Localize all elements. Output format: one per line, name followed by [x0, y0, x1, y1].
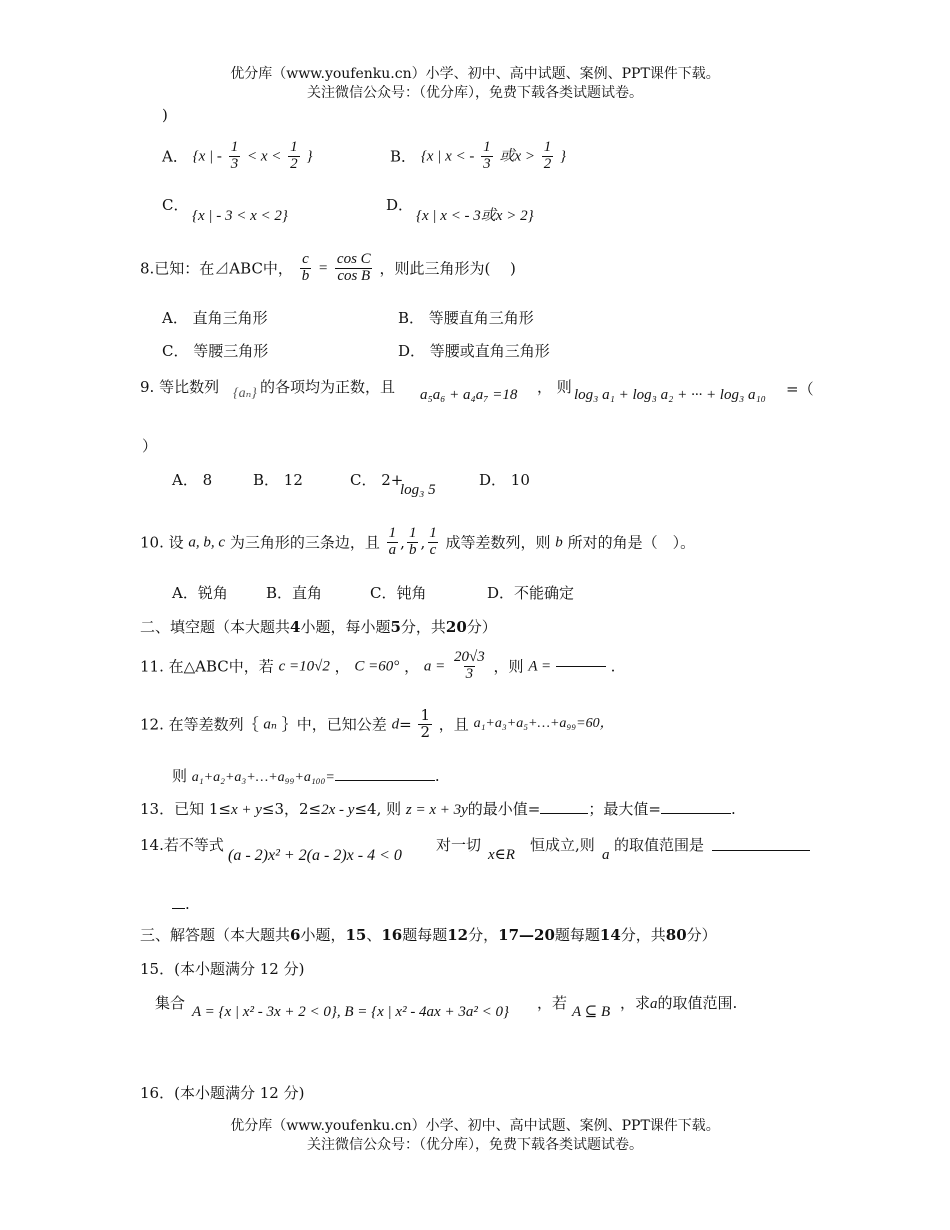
q15-stem-pre: 集合	[155, 994, 186, 1012]
q9-expression: log₃ a₁ + log₃ a₂ + ··· + log₃ a₁₀	[574, 387, 766, 403]
q14-answer-blank[interactable]	[712, 850, 810, 851]
q10-frac-3-num: 1	[429, 525, 437, 541]
section-3-mid5: 题每题	[554, 926, 600, 944]
q7-option-a-math-pre: {x | -	[192, 148, 222, 165]
q10-frac-3	[427, 526, 439, 559]
q11-stem-pre: 11. 在△ABC中，若	[140, 657, 274, 676]
q9-option-d: D． 10	[479, 471, 530, 489]
q11-sep-1: ，	[334, 657, 350, 676]
section-2-mid1: 小题，每小题	[300, 618, 391, 636]
q7-option-b-frac-1-den: 3	[483, 155, 491, 172]
section-3-n1: 6	[290, 926, 301, 944]
q10-option-b: B．直角	[266, 584, 323, 602]
header-line-2: 关注微信公众号：（优分库），免费下载各类试题试卷。	[307, 85, 643, 101]
q13-max-blank[interactable]	[661, 813, 731, 814]
section-3-heading	[140, 926, 717, 944]
section-3-mid1: 小题，	[300, 926, 346, 944]
q12-stem	[140, 708, 614, 741]
q14-answer-blank-tail[interactable]	[172, 908, 185, 909]
q8-stem-post: ，则此三角形为( )	[379, 259, 516, 278]
section-2-mid2: 分，共	[400, 618, 446, 636]
q15-text-1: ，若	[537, 994, 568, 1012]
section-3-n4: 12	[447, 926, 469, 944]
q9-condition: a₅a₆ + a₄a₇ =18	[420, 387, 518, 403]
q7-close-paren: )	[162, 106, 168, 124]
q8-frac-1-num: c	[302, 251, 309, 267]
q12-an: aₙ	[263, 716, 277, 733]
section-3-n5: 17—20	[498, 926, 555, 944]
q14-answer-blank-cont	[172, 895, 190, 913]
q15-text-2	[620, 994, 737, 1013]
q14-text-2: 恒成立,则	[530, 836, 595, 854]
q9-stem-then: ， 则	[537, 378, 572, 396]
q10-var-b: b	[555, 534, 563, 551]
q15-var-a: a	[650, 996, 658, 1012]
section-3-post: 分）	[686, 926, 717, 944]
q9-option-c-pre: C． 2+	[350, 471, 404, 489]
q8-stem-pre: 8.已知：在⊿ABC中，	[140, 259, 293, 278]
q8-frac-2-num: cos C	[336, 251, 371, 267]
q7-option-a-label: A．	[162, 147, 188, 166]
q12-stem-pre: 12. 在等差数列｛	[140, 715, 259, 734]
q8-option-a: A． 直角三角形	[162, 309, 268, 327]
q13-text-1: ≤3，2≤	[261, 800, 322, 818]
q13-text-2: ≤4, 则	[354, 800, 402, 818]
q11-c-val: c =10√2	[278, 658, 330, 675]
q13-text-3: 的最小值=	[467, 800, 541, 818]
q7-option-b-math-pre: {x | x < -	[420, 148, 475, 165]
q7-option-b-math-mid: 或x >	[499, 148, 535, 165]
footer-line-2: 关注微信公众号：（优分库），免费下载各类试题试卷。	[307, 1137, 643, 1153]
q12-line2-expr: a₁+a₂+a₃+…+a₉₉+a₁₀₀=	[191, 770, 335, 785]
q10-stem-post: 所对的角是（ ）。	[567, 533, 696, 552]
q10-option-a: A．锐角	[172, 584, 228, 602]
section-3-n3: 16	[381, 926, 403, 944]
header-line-1: 优分库（www.youfenku.cn）小学、初中、高中试题、案例、PPT课件下载。	[230, 66, 720, 82]
q13-expr-3: z = x + 3y	[405, 802, 468, 818]
section-3-n6: 14	[599, 926, 621, 944]
q9-stem-end: =（	[786, 380, 814, 398]
q7-option-a-frac-2-den: 2	[290, 155, 298, 172]
q15-title: 15．(本小题满分 12 分)	[140, 960, 305, 978]
q7-option-b-frac-2-den: 2	[543, 155, 552, 172]
q11-stem	[140, 650, 615, 683]
q11-sep-2: ，	[404, 657, 420, 676]
section-2-heading	[140, 618, 497, 636]
q11-frac-num: 20√3	[454, 649, 485, 665]
q15-text-3: 的取值范围.	[657, 994, 738, 1012]
q13-end: .	[730, 800, 736, 818]
q8-eq: =	[318, 260, 329, 277]
section-3-mid6: 分，共	[620, 926, 666, 944]
q12-line-2	[172, 767, 440, 787]
q12-frac-den: 2	[420, 722, 430, 741]
q14-text-3: 的取值范围是	[614, 836, 705, 854]
footer-line-1: 优分库（www.youfenku.cn）小学、初中、高中试题、案例、PPT课件下载。	[230, 1118, 720, 1134]
q12-d-var: d	[391, 716, 400, 733]
section-3-n7: 80	[665, 926, 687, 944]
q12-stem-mid: ｝中，已知公差	[281, 715, 387, 734]
section-2-n2: 5	[390, 618, 401, 636]
q12-eq: =	[399, 715, 412, 734]
q11-a-pre: a =	[423, 658, 446, 675]
q7-option-a-frac-1	[229, 140, 241, 173]
q8-option-b: B． 等腰直角三角形	[398, 309, 534, 327]
q10-vars: a, b, c	[188, 534, 226, 551]
q16-title: 16．(本小题满分 12 分)	[140, 1084, 305, 1102]
q11-a-var: A =	[528, 658, 552, 675]
q14-condition: x∈R	[488, 847, 515, 863]
q7-option-a	[162, 140, 312, 173]
q12-answer-blank[interactable]	[335, 780, 435, 781]
q10-frac-1	[387, 526, 399, 559]
q11-frac-den: 3	[465, 665, 474, 682]
q14-text-1: 对一切	[436, 836, 482, 854]
q8-frac-2	[335, 252, 373, 285]
q8-option-d: D． 等腰或直角三角形	[398, 342, 550, 360]
q13-expr-1: x + y	[230, 802, 262, 818]
q13-text-4: ；最大值=	[588, 800, 661, 818]
q9-stem-mid: 的各项均为正数，且	[260, 378, 396, 396]
q9-option-b: B． 12	[253, 471, 303, 489]
q8-stem	[140, 252, 516, 285]
section-2-n1: 4	[290, 618, 301, 636]
q10-frac-2-den: b	[408, 541, 417, 558]
q7-option-a-frac-1-num: 1	[230, 139, 239, 155]
q10-stem-mid: 为三角形的三条边，且	[229, 533, 380, 552]
q10-frac-2	[407, 526, 419, 559]
q7-option-b-frac-2	[542, 140, 554, 173]
q10-option-d: D．不能确定	[487, 584, 575, 602]
q15-condition: A ⊆ B	[572, 1004, 611, 1020]
q9-close-paren: ）	[142, 437, 158, 455]
q7-option-b-math-post: }	[560, 148, 567, 165]
q10-frac-1-num: 1	[388, 525, 397, 541]
q11-frac	[452, 650, 487, 683]
section-3-mid2: 、	[366, 926, 382, 944]
q13-min-blank[interactable]	[540, 813, 588, 814]
q7-option-b-frac-1-num: 1	[483, 139, 491, 155]
section-3-mid4: 分，	[468, 926, 499, 944]
q7-option-b-label: B．	[390, 147, 417, 166]
q12-frac-num: 1	[420, 706, 430, 724]
q7-option-a-frac-2-num: 1	[290, 139, 298, 155]
section-3-n2: 15	[345, 926, 367, 944]
q7-option-b-frac-2-num: 1	[543, 139, 552, 155]
q8-frac-1-den: b	[301, 267, 310, 284]
q15-sets: A = {x | x² - 3x + 2 < 0}, B = {x | x² - 4ax + 3a² < 0}	[192, 1004, 509, 1020]
q15-text-2a: ，求	[620, 994, 651, 1012]
q13-stem	[140, 800, 736, 819]
q9-option-a: A． 8	[172, 471, 213, 489]
q11-angle-c: C =60°	[354, 658, 400, 675]
q7-option-b-frac-1	[481, 140, 493, 173]
q14-inequality: (a - 2)x² + 2(a - 2)x - 4 < 0	[228, 847, 402, 864]
q12-frac	[418, 708, 432, 741]
q8-frac-1	[300, 252, 312, 285]
q7-option-d-label: D．	[386, 196, 414, 214]
q7-option-d-math: {x | x < - 3或x > 2}	[416, 208, 534, 224]
section-2-pre: 二、填空题（本大题共	[140, 618, 291, 636]
q9-stem-pre: 9. 等比数列	[140, 378, 220, 396]
q11-answer-blank[interactable]	[556, 666, 606, 667]
q10-stem: 10. 设 a, b, c 为三角形的三条边，且 $\frac{1}{a}$ , $\frac{1}{b}$ , $\frac{1}{c}$ 成等差数列，则 b 所对的角是（ ）。	[140, 525, 696, 558]
q7-option-c-label: C．	[162, 196, 189, 214]
q7-option-a-math-mid: < x <	[246, 148, 282, 165]
q11-stem-post: ，则	[493, 657, 524, 676]
section-3-mid3: 题每题	[402, 926, 448, 944]
q10-frac-3-den: c	[429, 541, 437, 558]
q8-option-c: C． 等腰三角形	[162, 342, 269, 360]
q10-frac-1-den: a	[388, 541, 397, 558]
q7-option-b	[390, 140, 566, 173]
q12-line2-pre: 则	[172, 767, 188, 785]
q10-stem-mid2: 成等差数列，则	[445, 533, 551, 552]
q14-stem-pre: 14.若不等式	[140, 836, 224, 854]
q14-end: .	[185, 895, 190, 913]
q7-option-a-frac-2	[288, 140, 300, 173]
q9-sequence: {aₙ}	[233, 386, 257, 401]
q12-condition: a₁+a₃+a₅+…+a₉₉=60，	[473, 715, 614, 731]
q12-stem-post: ，且	[438, 715, 469, 734]
q8-frac-2-den: cos B	[337, 267, 371, 284]
q14-var-a: a	[602, 847, 610, 863]
q9-option-c-log: log₃ 5	[400, 482, 436, 498]
q10-frac-2-num: 1	[408, 525, 417, 541]
q7-option-a-frac-1-den: 3	[230, 155, 239, 172]
q13-text-pre: 13．已知 1≤	[140, 800, 231, 818]
q13-expr-2: 2x - y	[321, 802, 355, 818]
q11-end: .	[610, 657, 616, 676]
q7-option-a-math-post: }	[306, 148, 313, 165]
section-3-pre: 三、解答题（本大题共	[140, 926, 291, 944]
section-2-n3: 20	[445, 618, 467, 636]
q7-option-c-math: {x | - 3 < x < 2}	[192, 208, 288, 224]
q12-end: .	[434, 767, 440, 785]
q10-option-c: C．钝角	[370, 584, 427, 602]
section-2-post: 分）	[466, 618, 497, 636]
q10-stem-pre: 10. 设	[140, 533, 184, 552]
